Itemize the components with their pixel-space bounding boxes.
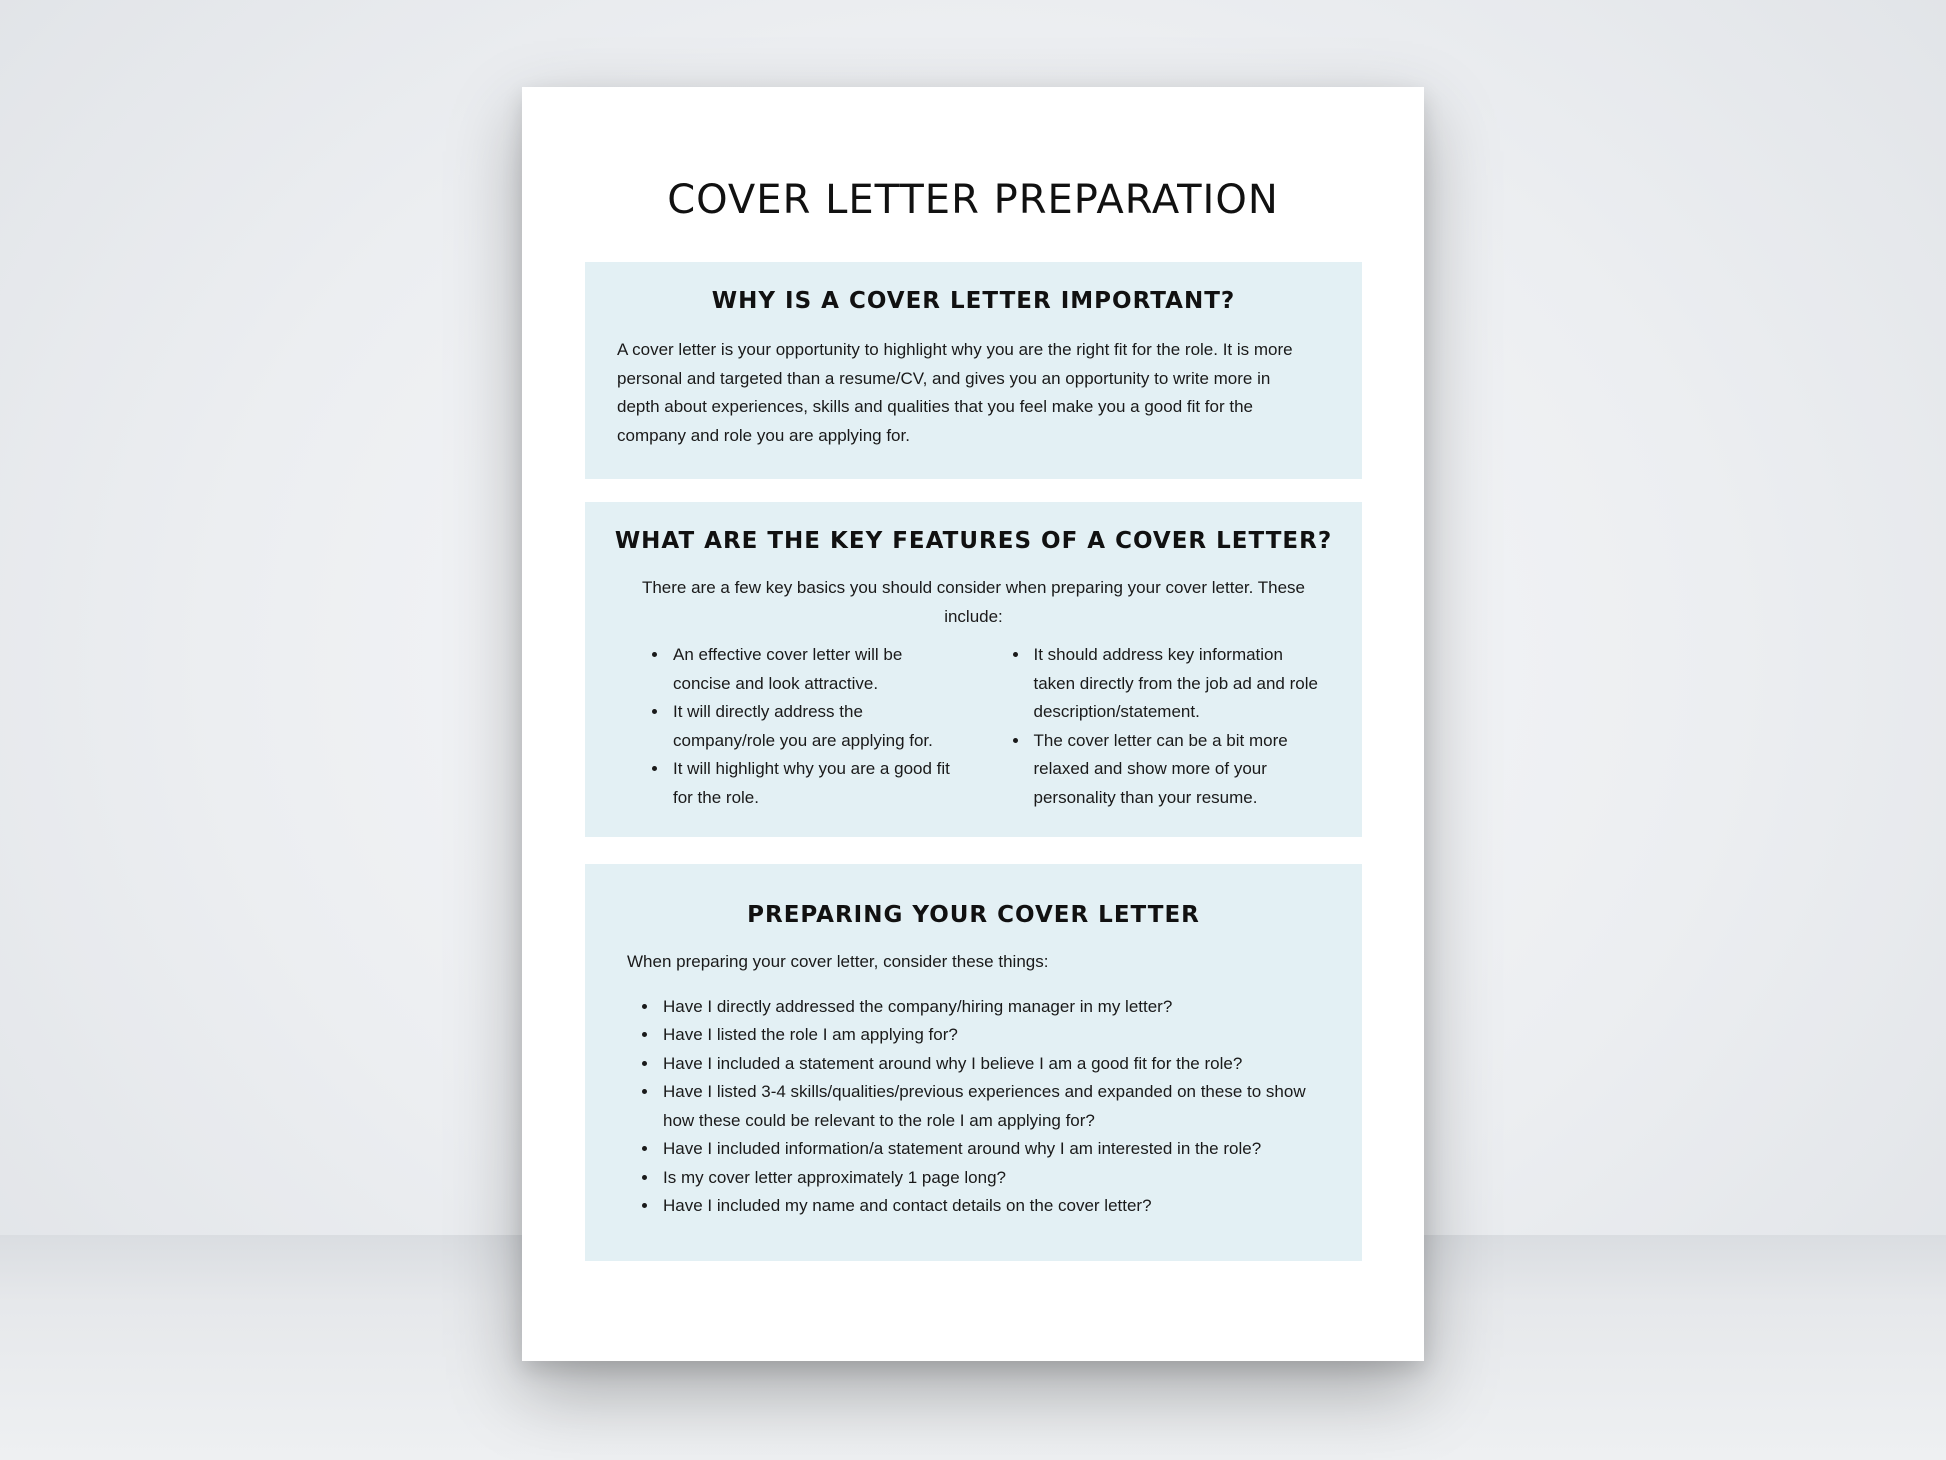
- section-key-features: [585, 502, 1362, 837]
- feature-columns: [625, 641, 1322, 812]
- list-item: • Have I included my name and contact details on the cover letter?: [659, 1192, 1322, 1221]
- feature-list-left: [625, 641, 992, 812]
- feature-list-right: [992, 641, 1323, 812]
- list-item: • Is my cover letter approximately 1 page long?: [659, 1164, 1322, 1193]
- page-title: COVER LETTER PREPARATION: [667, 177, 1279, 223]
- list-item: • Have I listed 3-4 skills/qualities/previous experiences and expanded on these to show how these could be relevant to the role I am applying for?: [659, 1078, 1322, 1135]
- section-heading: PREPARING YOUR COVER LETTER: [747, 902, 1200, 928]
- list-item: • It should address key information taken directly from the job ad and role description/statement.: [1030, 641, 1323, 727]
- section-intro: There are a few key basics you should consider when preparing your cover letter. These include:: [641, 578, 1306, 626]
- section-intro: When preparing your cover letter, consider these things:: [627, 952, 1049, 971]
- section-why-important: [585, 262, 1362, 479]
- section-preparing: [585, 864, 1362, 1261]
- list-item: • Have I directly addressed the company/hiring manager in my letter?: [659, 993, 1322, 1022]
- list-item: • It will directly address the company/role you are applying for.: [669, 698, 962, 755]
- list-item: • Have I included information/a statement around why I am interested in the role?: [659, 1135, 1322, 1164]
- section-heading: WHAT ARE THE KEY FEATURES OF A COVER LETTER?: [614, 528, 1333, 554]
- section-heading: WHY IS A COVER LETTER IMPORTANT?: [711, 288, 1236, 314]
- list-item: • An effective cover letter will be concise and look attractive.: [669, 641, 962, 698]
- document-page: [522, 87, 1424, 1361]
- section-body: A cover letter is your opportunity to highlight why you are the right fit for the role. It is more personal and targeted than a resume/CV, and gives you an opportunity to write more in depth about experiences, skills and qualities that you feel make you a good fit for the company and role you are applying for.: [617, 340, 1293, 445]
- list-item: • Have I included a statement around why I believe I am a good fit for the role?: [659, 1050, 1322, 1079]
- list-item: • Have I listed the role I am applying for?: [659, 1021, 1322, 1050]
- list-item: • The cover letter can be a bit more relaxed and show more of your personality than your resume.: [1030, 727, 1323, 813]
- checklist: [585, 993, 1322, 1221]
- list-item: • It will highlight why you are a good fit for the role.: [669, 755, 962, 812]
